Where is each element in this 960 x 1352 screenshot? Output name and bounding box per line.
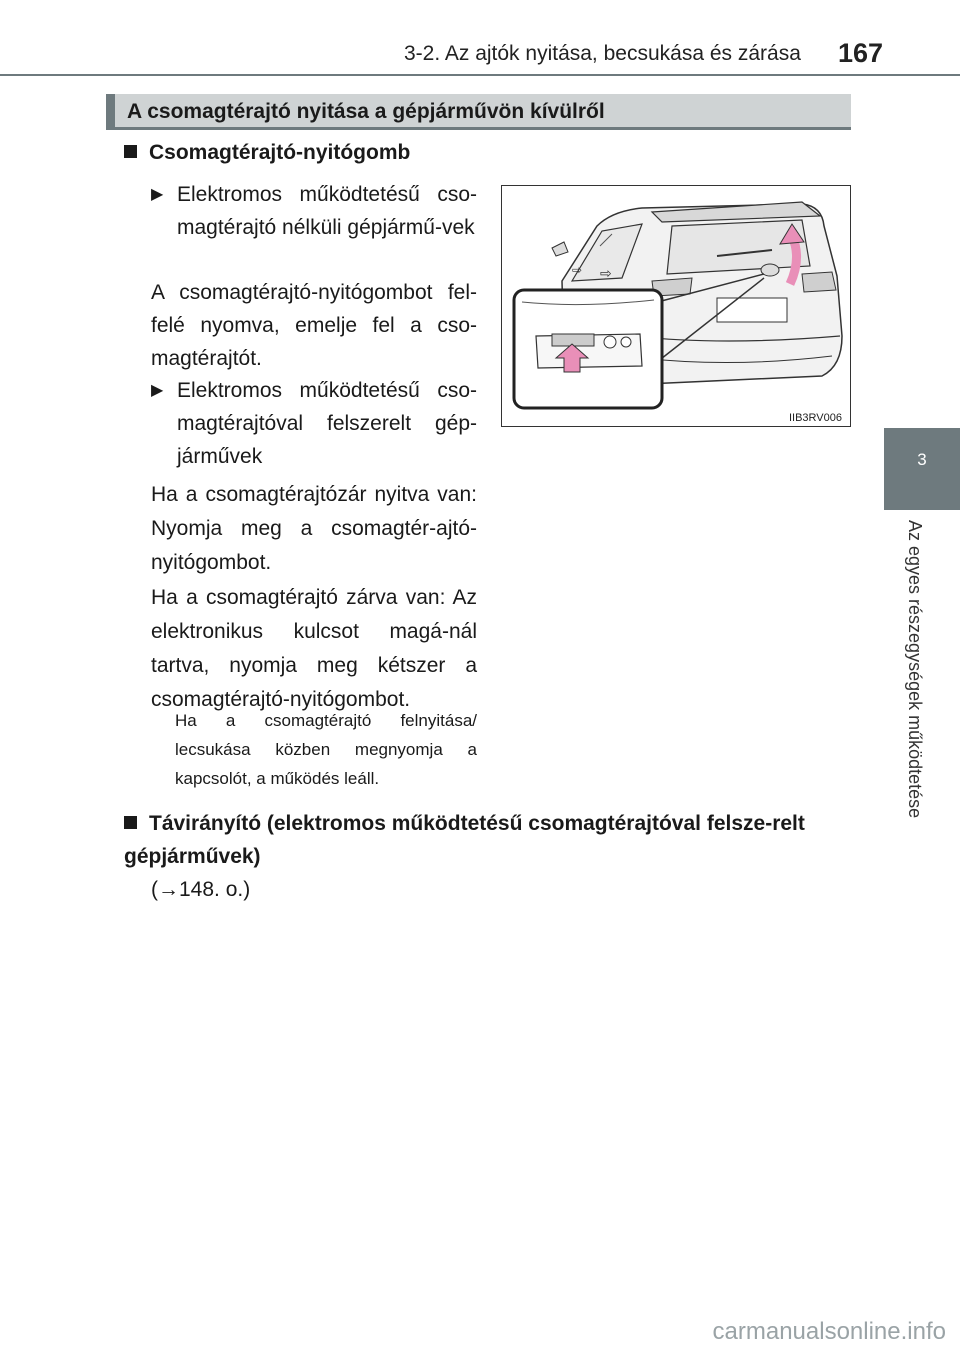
bullet-item-2 [151,374,477,473]
paragraph-1: A csomagtérajtó-nyitógombot fel-felé nyomva, emelje fel a cso-magtérajtót. [151,281,477,370]
svg-text:⇨: ⇨ [572,263,583,277]
chapter-side-label-text: Az egyes részegységek működtetése [905,520,925,819]
svg-text:⇨: ⇨ [600,266,612,282]
header-rule [0,74,960,76]
chapter-side-label [884,510,960,870]
bullet-item-1 [151,178,477,244]
section-title: A csomagtérajtó nyitása a gépjárművön kívülről [127,100,605,123]
page-reference: (→148. o.) [151,878,251,901]
subsection-heading-1 [124,141,844,165]
subsection-title-1: Csomagtérajtó-nyitógomb [149,141,411,164]
chapter-title: 3-2. Az ajtók nyitása, becsukása és zárása [404,42,801,65]
figure-trunk-opener [501,185,851,427]
chapter-tab-number: 3 [917,450,927,469]
paragraph-2: Ha a csomagtérajtózár nyitva van: Nyomja meg a csomagtér-ajtó-nyitógombot. [151,483,477,574]
square-bullet-icon [124,145,137,158]
bullet-text-1: Elektromos működtetésű cso-magtérajtó nélküli gépjármű-vek [177,183,477,239]
page-number: 167 [838,38,884,68]
figure-code: IIB3RV006 [788,412,842,424]
square-bullet-icon [124,816,137,829]
chapter-tab [884,428,960,510]
triangle-bullet-icon: ▶ [151,382,164,399]
note-paragraph: Ha a csomagtérajtó felnyitása/ lecsukása közben megnyomja a kapcsolót, a működés leáll. [175,711,477,788]
bullet-text-2: Elektromos működtetésű cso-magtérajtóval felszerelt gép-járművek [177,379,477,468]
section-heading [106,94,851,130]
page-header [0,0,960,80]
car-trunk-illustration-icon [502,186,850,426]
watermark: carmanualsonline.info [712,1318,946,1345]
subsection-title-2: Távirányító (elektromos működtetésű csomagtérajtóval felsze-relt gépjárművek) [124,812,805,868]
paragraph-3: Ha a csomagtérajtó zárva van: Az elektronikus kulcsot magá-nál tartva, nyomja meg kétszer a csomagtérajtó-nyitógombot. [151,586,477,711]
triangle-bullet-icon: ▶ [151,186,164,203]
subsection-heading-2 [124,807,851,873]
